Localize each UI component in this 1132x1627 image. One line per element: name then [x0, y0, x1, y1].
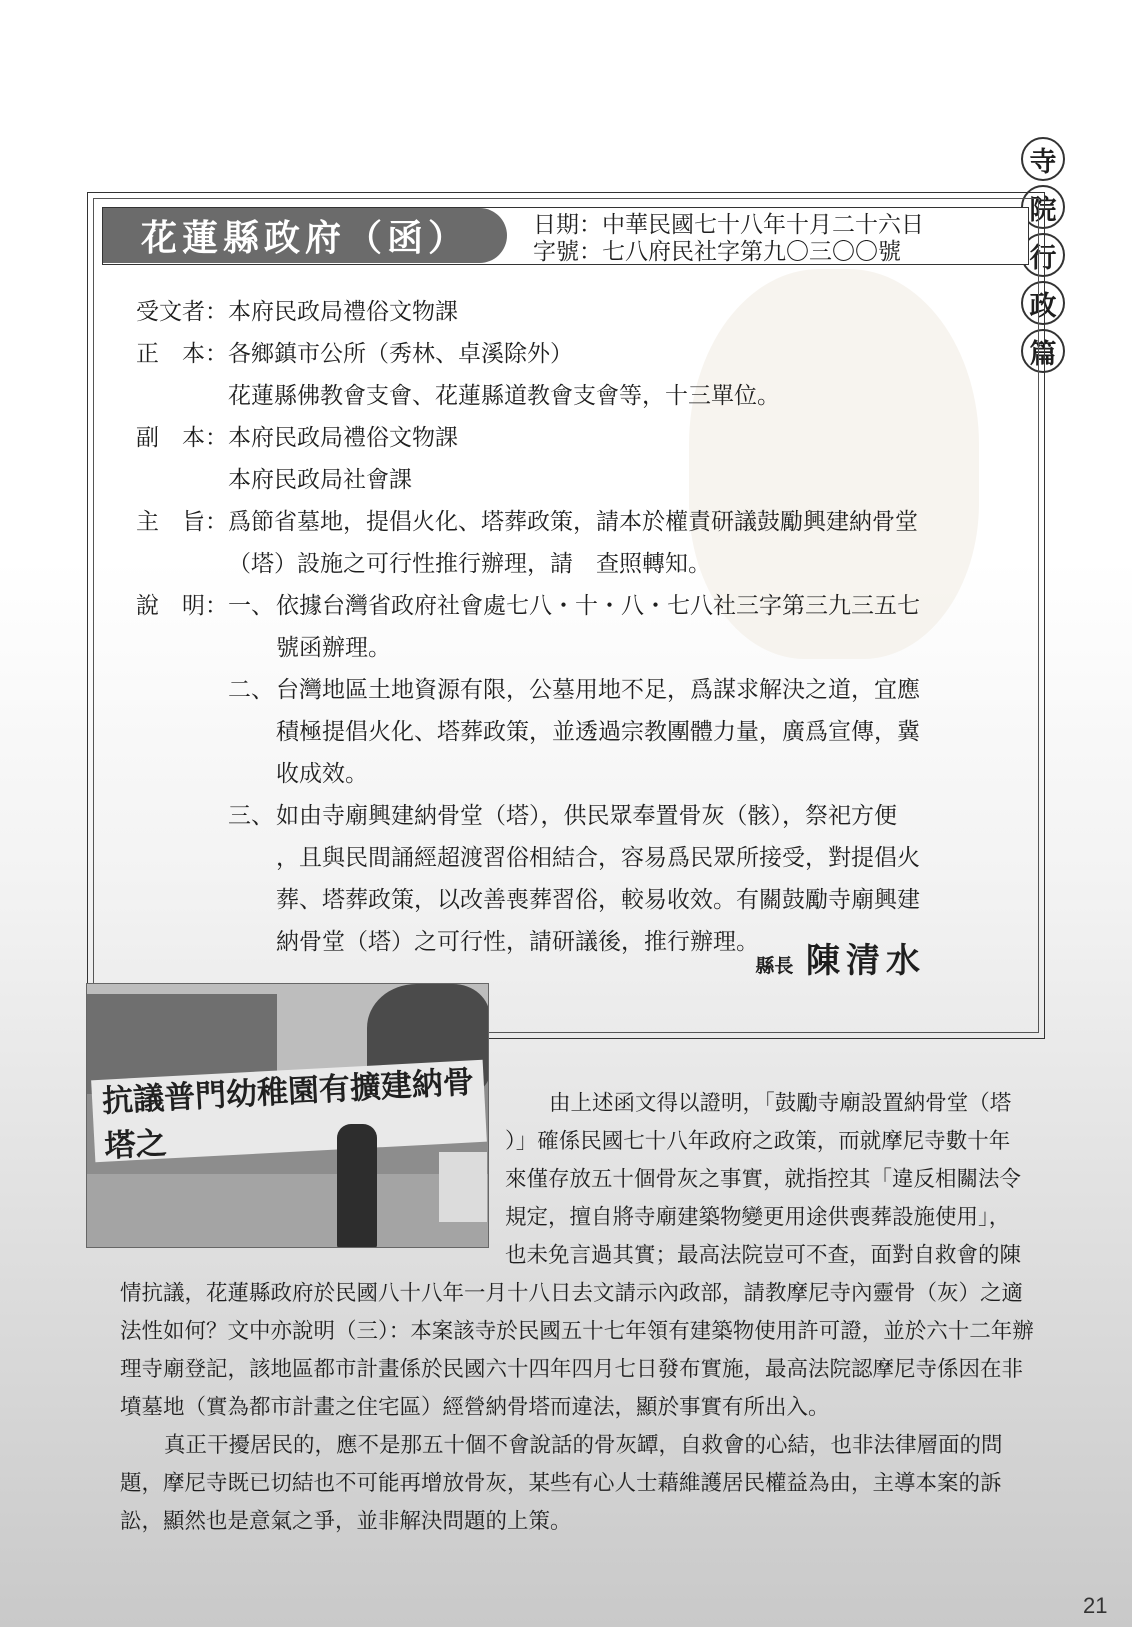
narrative-line: ）」確係民國七十八年政府之政策，而就摩尼寺數十年 — [505, 1129, 1011, 1154]
protest-photo — [86, 983, 489, 1248]
explain-item — [136, 669, 956, 711]
subject-label: 主 旨： — [136, 509, 228, 535]
signature — [755, 933, 926, 982]
section-tab-char: 院 — [1021, 185, 1065, 229]
letter-header — [102, 207, 1029, 265]
narrative-top — [505, 1085, 1040, 1275]
explain-label: 說 明： — [136, 593, 228, 619]
cc-value: 本府民政局禮俗文物課 — [228, 425, 458, 451]
letter-doc-number: 字號：七八府民社字第九〇三〇〇號 — [533, 239, 901, 265]
letter-inner-border — [93, 198, 1039, 1033]
item-number: 一、 — [228, 593, 274, 619]
letter-date: 日期：中華民國七十八年十月二十六日 — [533, 212, 924, 238]
section-tab-char: 寺 — [1021, 137, 1065, 181]
item-number: 三、 — [228, 803, 274, 829]
photo-sign — [439, 1152, 487, 1222]
subject-row — [136, 501, 956, 543]
cc-label: 副 本： — [136, 425, 228, 451]
narrative-paragraph: 真正干擾居民的，應不是那五十個不會說話的骨灰罈，自救會的心結，也非法律層面的問題，摩尼寺既已切結也不可能再增放骨灰，某些有心人士藉維護居民權益為由，主導本案的訴訟，顯然也是意氣之爭，並非解決問題的上策。 — [120, 1433, 1003, 1534]
item-continuation: ，且與民間誦經超渡習俗相結合，容易爲民眾所接受，對提倡火 — [276, 845, 920, 871]
protest-banner: 抗議普門幼稚園有擴建納骨塔之 — [91, 1060, 487, 1162]
item-text: 台灣地區土地資源有限，公墓用地不足，爲謀求解決之道，宜應 — [276, 677, 920, 703]
letter-title: 花蓮縣政府（函） — [103, 208, 507, 263]
recipient-value: 本府民政局禮俗文物課 — [228, 299, 458, 325]
item-continuation: 納骨堂（塔）之可行性，請研議後，推行辦理。 — [276, 929, 759, 955]
narrative-line: 也未免言過其實；最高法院豈可不查，面對自救會的陳 — [505, 1243, 1022, 1268]
section-tab-char: 行 — [1021, 233, 1065, 277]
narrative-line: 由上述函文得以證明，「鼓勵寺廟設置納骨堂（塔 — [549, 1091, 1012, 1116]
item-continuation: 葬、塔葬政策，以改善喪葬習俗，較易收效。有關鼓勵寺廟興建 — [276, 887, 920, 913]
cc-row — [136, 417, 956, 459]
narrative-paragraph: 情抗議，花蓮縣政府於民國八十八年一月十八日去文請示內政部，請教摩尼寺內靈骨（灰）之適法性如何？文中亦說明（三）：本案該寺於民國五十七年領有建築物使用許可證，並於六十二年辦理寺廟登記，該地區都市計畫係於民國六十四年四月七日發布實施，最高法院認摩尼寺係因在非墳墓地（實為都市計畫之住宅區）經營納骨塔而違法，顯於事實有所出入。 — [120, 1281, 1034, 1420]
item-continuation: 收成效。 — [276, 761, 368, 787]
recipient-row — [136, 291, 956, 333]
main-copy-value: 各鄉鎮市公所（秀林、卓溪除外） — [228, 341, 573, 367]
signature-name: 陳清水 — [806, 941, 926, 981]
subject-value: 爲節省墓地，提倡火化、塔葬政策，請本於權責研議鼓勵興建納骨堂 — [228, 509, 918, 535]
item-continuation: 積極提倡火化、塔葬政策，並透過宗教團體力量，廣爲宣傳，冀 — [276, 719, 920, 745]
recipient-label: 受文者： — [136, 299, 228, 325]
letter-meta — [533, 212, 924, 266]
main-copy-continuation: 花蓮縣佛教會支會、花蓮縣道教會支會等，十三單位。 — [228, 383, 780, 409]
signature-title: 縣長 — [755, 955, 794, 977]
item-text: 如由寺廟興建納骨堂（塔），供民眾奉置骨灰（骸），祭祀方便 — [276, 803, 897, 829]
narrative-bottom — [120, 1275, 1040, 1541]
narrative-line: 規定，擅自將寺廟建築物變更用途供喪葬設施使用」， — [505, 1205, 1011, 1230]
cc-continuation: 本府民政局社會課 — [228, 467, 412, 493]
photo-person — [337, 1124, 377, 1248]
main-copy-label: 正 本： — [136, 341, 228, 367]
page-number: 21 — [1083, 1593, 1108, 1618]
explain-row — [136, 585, 956, 627]
main-copy-row — [136, 333, 956, 375]
explain-item — [136, 795, 956, 837]
subject-continuation: （塔）設施之可行性推行辦理，請 查照轉知。 — [228, 551, 711, 577]
item-number: 二、 — [228, 677, 274, 703]
letter-body — [136, 291, 956, 963]
item-text: 依據台灣省政府社會處七八・十・八・七八社三字第三九三五七 — [276, 593, 920, 619]
item-continuation: 號函辦理。 — [276, 635, 391, 661]
section-tab-char: 篇 — [1021, 329, 1065, 373]
official-letter — [87, 192, 1045, 1039]
photo-ground — [87, 1174, 488, 1248]
narrative-line: 來僅存放五十個骨灰之事實，就指控其「違反相關法令 — [505, 1167, 1022, 1192]
section-tab-char: 政 — [1021, 281, 1065, 325]
